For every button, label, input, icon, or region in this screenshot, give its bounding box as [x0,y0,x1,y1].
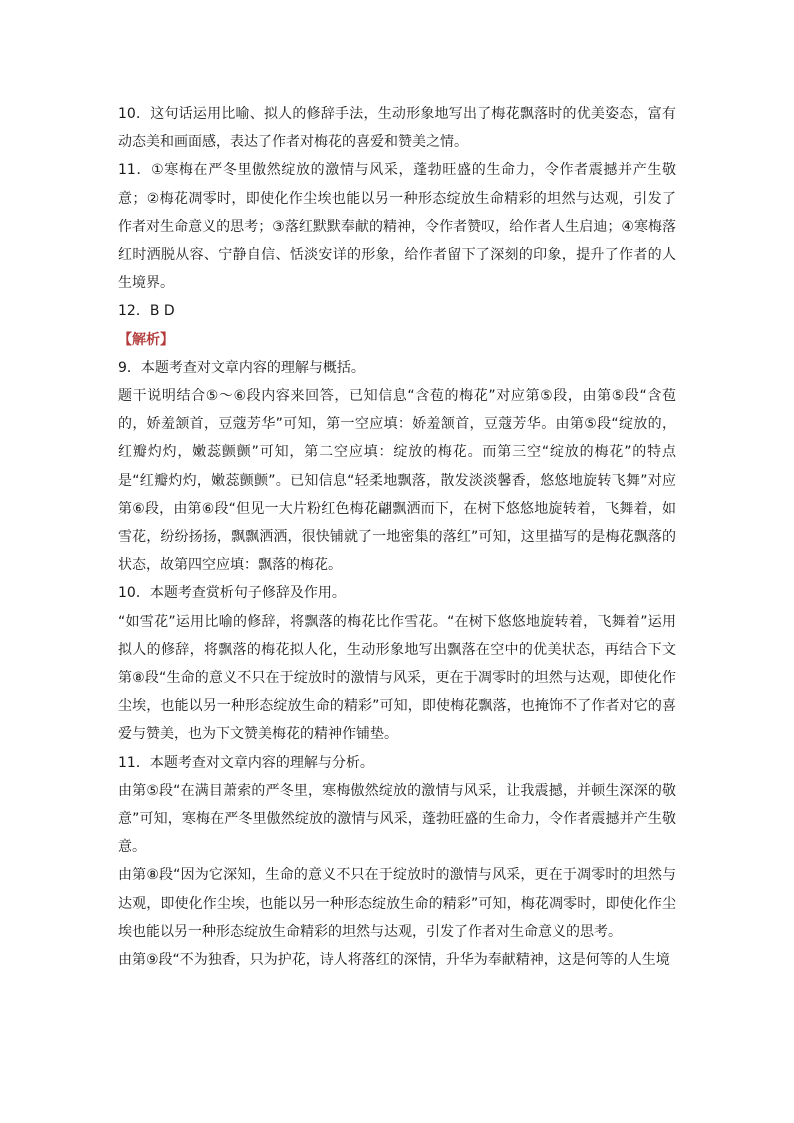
answer-12: 12．B D [118,303,175,320]
analysis-11-title: 11．本题考查对文章内容的理解与分析。 [118,754,374,771]
answer-10: 10．这句话运用比喻、拟人的修辞手法，生动形象地写出了梅花飘落时的优美姿态，富有动态美和画面感，表达了作者对梅花的喜爱和赞美之情。 [118,106,676,151]
analysis-11-body-2: 由第⑧段“因为它深知，生命的意义不只在于绽放时的激情与风采，更在于凋零时的坦然与达观，即使化作尘埃，也能以另一种形态绽放生命的精彩”可知，梅花凋零时，即使化作尘埃也能以另一种形态绽放生命精彩的坦然与达观，引发了作者对生命意义的思考。 [118,867,676,940]
analysis-11-body-1: 由第⑤段“在满目萧索的严冬里，寒梅傲然绽放的激情与风采，让我震撼，并顿生深深的敬意”可知，寒梅在严冬里傲然绽放的激情与风采，蓬勃旺盛的生命力，令作者震撼并产生敬意。 [118,782,676,856]
analysis-heading: 【解析】 [118,331,174,348]
analysis-9-title: 9．本题考查对文章内容的理解与概括。 [118,359,365,376]
analysis-11-body-3: 由第⑨段“不为独香，只为护花，诗人将落红的深情，升华为奉献精神，这是何等的人生境 [118,952,670,969]
document-page [118,100,676,974]
analysis-10-title: 10．本题考查赏析句子修辞及作用。 [118,585,346,602]
answer-11: 11．①寒梅在严冬里傲然绽放的激情与风采，蓬勃旺盛的生命力，令作者震撼并产生敬意；②梅花凋零时，即使化作尘埃也能以另一种形态绽放生命精彩的坦然与达观，引发了作者对生命意义的思考；③落红默默奉献的精神，令作者赞叹，给作者人生启迪；④寒梅落红时洒脱从容、宁静自信、恬淡安详的形象，给作者留下了深刻的印象，提升了作者的人生境界。 [118,162,676,292]
analysis-10-body: “如雪花”运用比喻的修辞，将飘落的梅花比作雪花。“在树下悠悠地旋转着，飞舞着”运用拟人的修辞，将飘落的梅花拟人化，生动形象地写出飘落在空中的优美状态，再结合下文第⑧段“生命的意义不只在于绽放时的激情与风采，更在于凋零时的坦然与达观，即使化作尘埃，也能以另一种形态绽放生命的精彩”可知，即使梅花飘落，也掩饰不了作者对它的喜爱与赞美，也为下文赞美梅花的精神作铺垫。 [118,613,676,743]
analysis-9-body: 题干说明结合⑤～⑥段内容来回答，已知信息“含苞的梅花”对应第⑤段，由第⑤段“含苞的，娇羞颔首，豆蔻芳华”可知，第一空应填：娇羞颔首，豆蔻芳华。由第⑤段“绽放的，红瓣灼灼，嫩蕊颤颤”可知，第二空应填：绽放的梅花。而第三空“绽放的梅花”的特点是“红瓣灼灼，嫩蕊颤颤”。已知信息“轻柔地飘落，散发淡淡馨香，悠悠地旋转飞舞”对应第⑥段，由第⑥段“但见一大片粉红色梅花翩飘洒而下，在树下悠悠地旋转着，飞舞着，如雪花，纷纷扬扬，飘飘洒洒，很快铺就了一地密集的落红”可知，这里描写的是梅花飘落的状态，故第四空应填：飘落的梅花。 [118,388,676,574]
